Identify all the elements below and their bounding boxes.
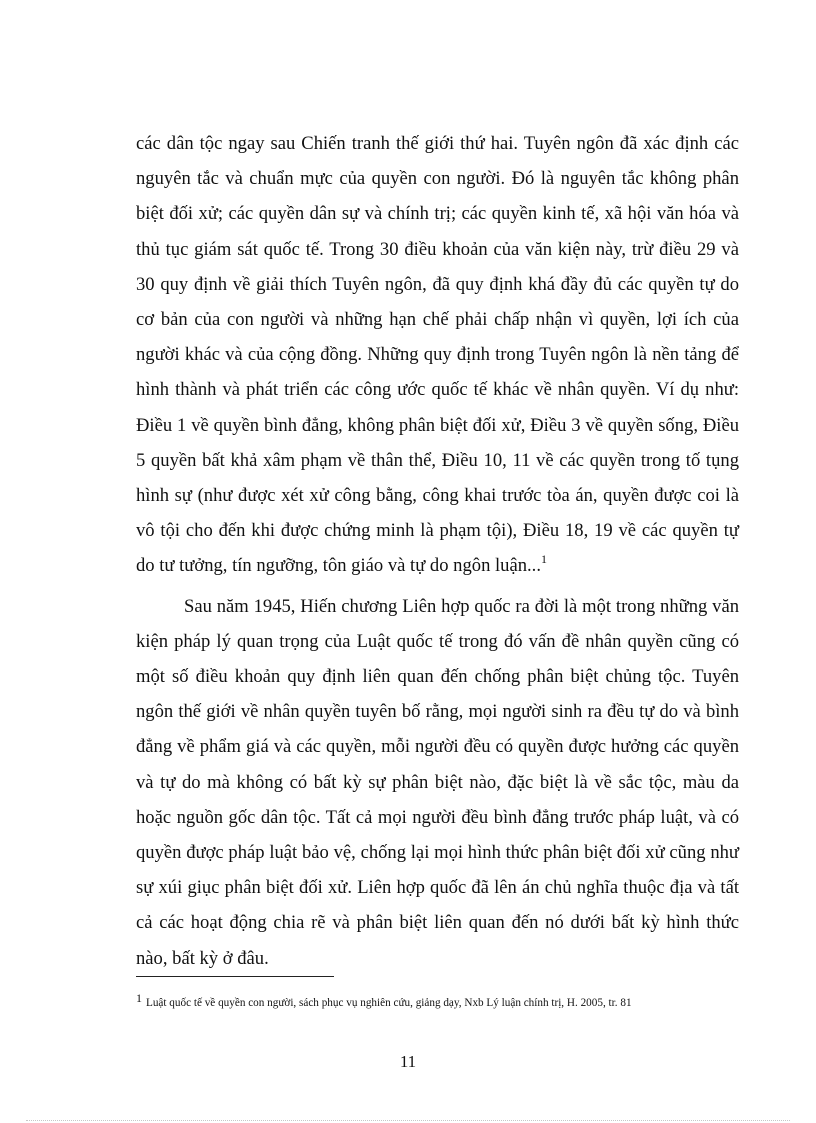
- paragraph-continuation: [136, 126, 739, 584]
- footnote-text: Luật quốc tế về quyền con người, sách phục vụ nghiên cứu, giảng dạy, Nxb Lý luận chính trị, H. 2005, tr. 81: [146, 997, 632, 1009]
- paragraph-2: Sau năm 1945, Hiến chương Liên hợp quốc ra đời là một trong những văn kiện pháp lý quan trọng của Luật quốc tế trong đó vấn đề nhân quyền cũng có một số điều khoản quy định liên quan đến chống phân biệt chủng tộc. Tuyên ngôn thế giới về nhân quyền tuyên bố rằng, mọi người sinh ra đều tự do và bình đẳng về phẩm giá và các quyền, mỗi người đều có quyền được hưởng các quyền và tự do mà không có bất kỳ sự phân biệt nào, đặc biệt là về sắc tộc, màu da hoặc nguồn gốc dân tộc. Tất cả mọi người đều bình đẳng trước pháp luật, và có quyền được pháp luật bảo vệ, chống lại mọi hình thức phân biệt đối xử cũng như sự xúi giục phân biệt đối xử. Liên hợp quốc đã lên án chủ nghĩa thuộc địa và tất cả các hoạt động chia rẽ và phân biệt liên quan đến nó dưới bất kỳ hình thức nào, bất kỳ ở đâu.: [136, 595, 739, 969]
- footnote-number: 1: [136, 991, 142, 1005]
- footnote-reference[interactable]: 1: [540, 552, 547, 567]
- footnote-separator: [136, 976, 334, 977]
- page-number: 11: [399, 1052, 417, 1071]
- body-text: [136, 126, 739, 976]
- page-boundary: [26, 1120, 790, 1121]
- paragraph-1-text: các dân tộc ngay sau Chiến tranh thế giới thứ hai. Tuyên ngôn đã xác định các nguyên tắc và chuẩn mực của quyền con người. Đó là nguyên tắc không phân biệt đối xử; các quyền dân sự và chính trị; các quyền kinh tế, xã hội văn hóa và thủ tục giám sát quốc tế. Trong 30 điều khoản của văn kiện này, trừ điều 29 và 30 quy định về giải thích Tuyên ngôn, đã quy định khá đầy đủ các quyền tự do cơ bản của con người và những hạn chế phải chấp nhận vì quyền, lợi ích của người khác và của cộng đồng. Những quy định trong Tuyên ngôn là nền tảng để hình thành và phát triển các công ước quốc tế khác về nhân quyền. Ví dụ như: Điều 1 về quyền bình đẳng, không phân biệt đối xử, Điều 3 về quyền sống, Điều 5 quyền bất khả xâm phạm về thân thể, Điều 10, 11 về các quyền trong tố tụng hình sự (như được xét xử công bằng, công khai trước tòa án, quyền được coi là vô tội cho đến khi được chứng minh là phạm tội), Điều 18, 19 về các quyền tự do tư tưởng, tín ngưỡng, tôn giáo và tự do ngôn luận...: [136, 133, 739, 577]
- footnote: [136, 990, 756, 1011]
